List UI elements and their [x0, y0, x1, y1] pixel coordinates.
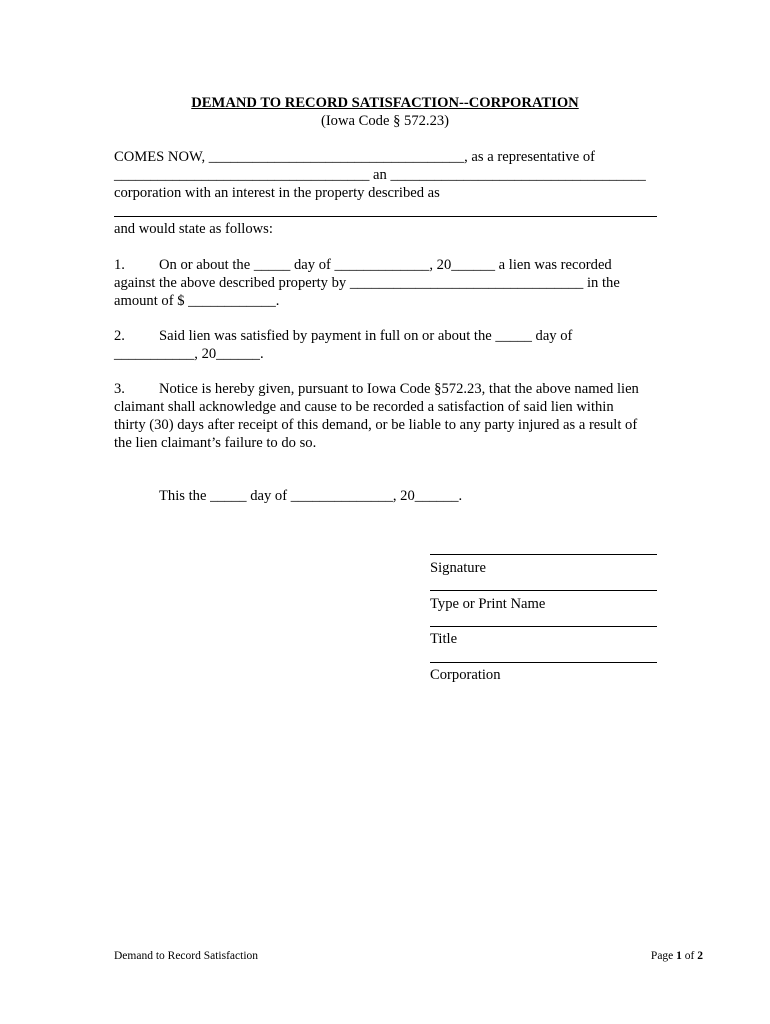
- para1-line-3: amount of $ ____________.: [114, 293, 280, 309]
- document-title: DEMAND TO RECORD SATISFACTION--CORPORATION: [191, 95, 579, 111]
- signature-label: Signature: [430, 560, 486, 576]
- footer-page-number: [651, 949, 703, 963]
- para1-number: 1.: [114, 257, 125, 273]
- signature-line: [430, 554, 657, 555]
- para3-line-4: the lien claimant’s failure to do so.: [114, 435, 317, 451]
- para3-number: 3.: [114, 381, 125, 397]
- intro-line-2: ___________________________________ an ___________________________________: [114, 167, 646, 183]
- para2-line-1: Said lien was satisfied by payment in full on or about the _____ day of: [159, 328, 573, 344]
- page-label: Page: [650, 950, 674, 962]
- corporation-line: [430, 662, 657, 663]
- print-name-label: Type or Print Name: [430, 596, 546, 612]
- corporation-label: Corporation: [430, 667, 501, 683]
- para1-line-1: On or about the _____ day of _____________, 20______ a lien was recorded: [159, 257, 612, 273]
- document-subtitle: (Iowa Code § 572.23): [320, 113, 450, 129]
- para3-line-3: thirty (30) days after receipt of this demand, or be liable to any party injured as a result of: [114, 417, 638, 433]
- intro-line-3: corporation with an interest in the property described as: [114, 185, 440, 201]
- footer-doc-name: Demand to Record Satisfaction: [114, 950, 259, 962]
- page-current: 1: [676, 950, 682, 962]
- property-description-line: [114, 216, 657, 217]
- para2-line-2: ___________, 20______.: [114, 346, 264, 362]
- title-label: Title: [430, 631, 458, 647]
- title-line: [430, 626, 657, 627]
- dated-line: This the _____ day of ______________, 20______.: [159, 488, 463, 504]
- para1-line-2: against the above described property by ________________________________ in the: [114, 275, 620, 291]
- para3-line-1: Notice is hereby given, pursuant to Iowa Code §572.23, that the above named lien: [159, 381, 639, 397]
- para2-number: 2.: [114, 328, 125, 344]
- para3-line-2: claimant shall acknowledge and cause to be recorded a satisfaction of said lien within: [114, 399, 614, 415]
- intro-line-1: COMES NOW, ___________________________________, as a representative of: [114, 149, 596, 165]
- intro-line-5: and would state as follows:: [114, 221, 273, 237]
- page-total: 2: [697, 950, 703, 962]
- print-name-line: [430, 590, 657, 591]
- page-of: of: [684, 950, 695, 962]
